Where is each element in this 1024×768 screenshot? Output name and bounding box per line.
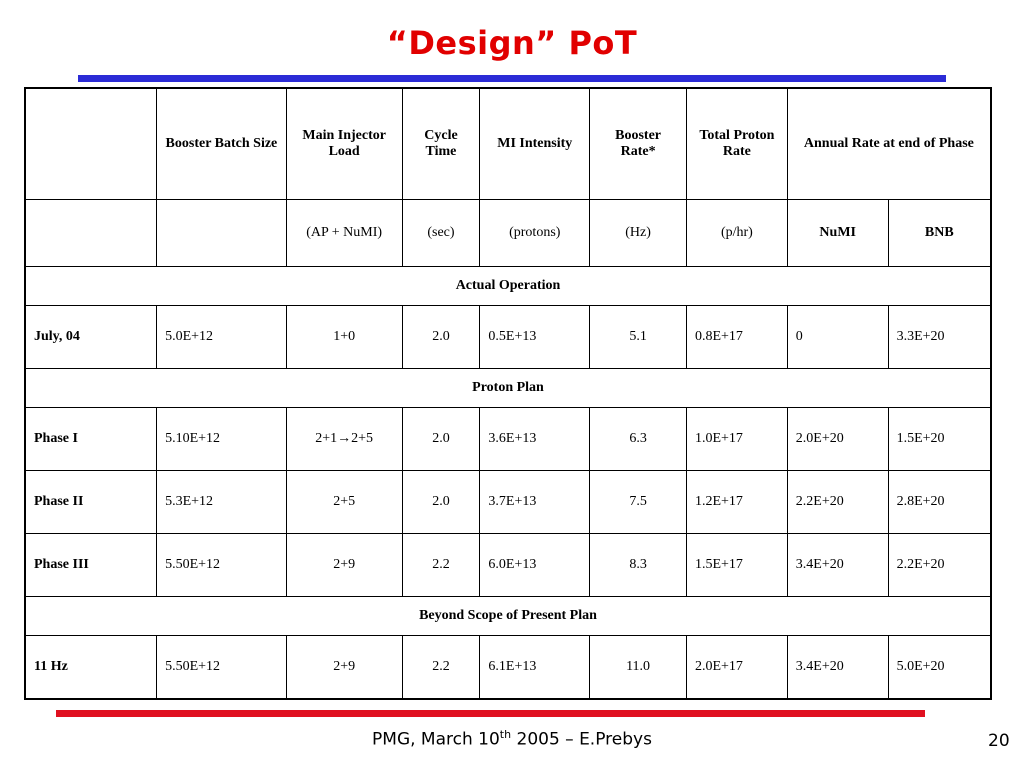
slide-footer (0, 728, 1024, 750)
cell-booster-batch-size: 5.50E+12 (157, 534, 287, 597)
section-actual-operation: Actual Operation (25, 267, 991, 306)
table-row (25, 636, 991, 700)
row-label: 11 Hz (25, 636, 157, 700)
cell-main-injector-load: 2+9 (286, 534, 402, 597)
units-row (25, 200, 991, 267)
header-empty-cell (25, 88, 157, 200)
cell-cycle-time: 2.2 (402, 534, 480, 597)
cell-booster-rate: 8.3 (590, 534, 687, 597)
unit-mi-intensity: (protons) (480, 200, 590, 267)
cell-numi: 3.4E+20 (787, 636, 888, 700)
cell-bnb: 1.5E+20 (888, 408, 991, 471)
cell-main-injector-load: 2+9 (286, 636, 402, 700)
top-rule (78, 75, 946, 82)
header-cycle-time: Cycle Time (402, 88, 480, 200)
cell-total-proton-rate: 2.0E+17 (686, 636, 787, 700)
unit-main-injector-load: (AP + NuMI) (286, 200, 402, 267)
cell-booster-batch-size: 5.10E+12 (157, 408, 287, 471)
slide-title: “Design” PoT (386, 24, 638, 62)
row-label: July, 04 (25, 306, 157, 369)
cell-cycle-time: 2.0 (402, 471, 480, 534)
table-row (25, 408, 991, 471)
header-booster-batch-size: Booster Batch Size (157, 88, 287, 200)
section-row (25, 267, 991, 306)
cell-bnb: 3.3E+20 (888, 306, 991, 369)
header-main-injector-load: Main Injector Load (286, 88, 402, 200)
cell-numi: 3.4E+20 (787, 534, 888, 597)
cell-mi-intensity: 6.1E+13 (480, 636, 590, 700)
unit-bnb: BNB (888, 200, 991, 267)
row-label: Phase III (25, 534, 157, 597)
cell-booster-batch-size: 5.0E+12 (157, 306, 287, 369)
cell-bnb: 5.0E+20 (888, 636, 991, 700)
cell-cycle-time: 2.0 (402, 306, 480, 369)
unit-numi: NuMI (787, 200, 888, 267)
cell-mi-intensity: 3.7E+13 (480, 471, 590, 534)
row-label: Phase I (25, 408, 157, 471)
cell-numi: 2.2E+20 (787, 471, 888, 534)
cell-total-proton-rate: 0.8E+17 (686, 306, 787, 369)
cell-total-proton-rate: 1.2E+17 (686, 471, 787, 534)
cell-bnb: 2.8E+20 (888, 471, 991, 534)
cell-booster-rate: 5.1 (590, 306, 687, 369)
cell-total-proton-rate: 1.5E+17 (686, 534, 787, 597)
cell-numi: 2.0E+20 (787, 408, 888, 471)
cell-mi-intensity: 0.5E+13 (480, 306, 590, 369)
cell-booster-batch-size: 5.3E+12 (157, 471, 287, 534)
cell-booster-rate: 11.0 (590, 636, 687, 700)
cell-main-injector-load: 2+1→2+5 (286, 408, 402, 471)
section-proton-plan: Proton Plan (25, 369, 991, 408)
cell-cycle-time: 2.2 (402, 636, 480, 700)
cell-main-injector-load: 1+0 (286, 306, 402, 369)
section-beyond-scope: Beyond Scope of Present Plan (25, 597, 991, 636)
cell-cycle-time: 2.0 (402, 408, 480, 471)
cell-mi-intensity: 6.0E+13 (480, 534, 590, 597)
units-empty-cell (25, 200, 157, 267)
footer-text: PMG, March 10 (372, 729, 500, 750)
header-booster-rate: Booster Rate* (590, 88, 687, 200)
cell-total-proton-rate: 1.0E+17 (686, 408, 787, 471)
section-row (25, 369, 991, 408)
unit-booster-rate: (Hz) (590, 200, 687, 267)
footer-text-suffix: 2005 – E.Prebys (511, 729, 652, 750)
cell-mi-intensity: 3.6E+13 (480, 408, 590, 471)
unit-total-proton-rate: (p/hr) (686, 200, 787, 267)
cell-booster-rate: 6.3 (590, 408, 687, 471)
section-row (25, 597, 991, 636)
units-empty-cell (157, 200, 287, 267)
pot-table (24, 87, 992, 700)
cell-booster-batch-size: 5.50E+12 (157, 636, 287, 700)
cell-numi: 0 (787, 306, 888, 369)
table-row (25, 471, 991, 534)
header-mi-intensity: MI Intensity (480, 88, 590, 200)
unit-cycle-time: (sec) (402, 200, 480, 267)
cell-main-injector-load: 2+5 (286, 471, 402, 534)
header-total-proton-rate: Total Proton Rate (686, 88, 787, 200)
cell-bnb: 2.2E+20 (888, 534, 991, 597)
row-label: Phase II (25, 471, 157, 534)
header-annual-rate: Annual Rate at end of Phase (787, 88, 991, 200)
bottom-rule (56, 710, 925, 717)
header-row (25, 88, 991, 200)
footer-superscript: th (499, 728, 512, 741)
table-row (25, 534, 991, 597)
cell-booster-rate: 7.5 (590, 471, 687, 534)
table-row (25, 306, 991, 369)
page-number: 20 (988, 731, 1010, 751)
